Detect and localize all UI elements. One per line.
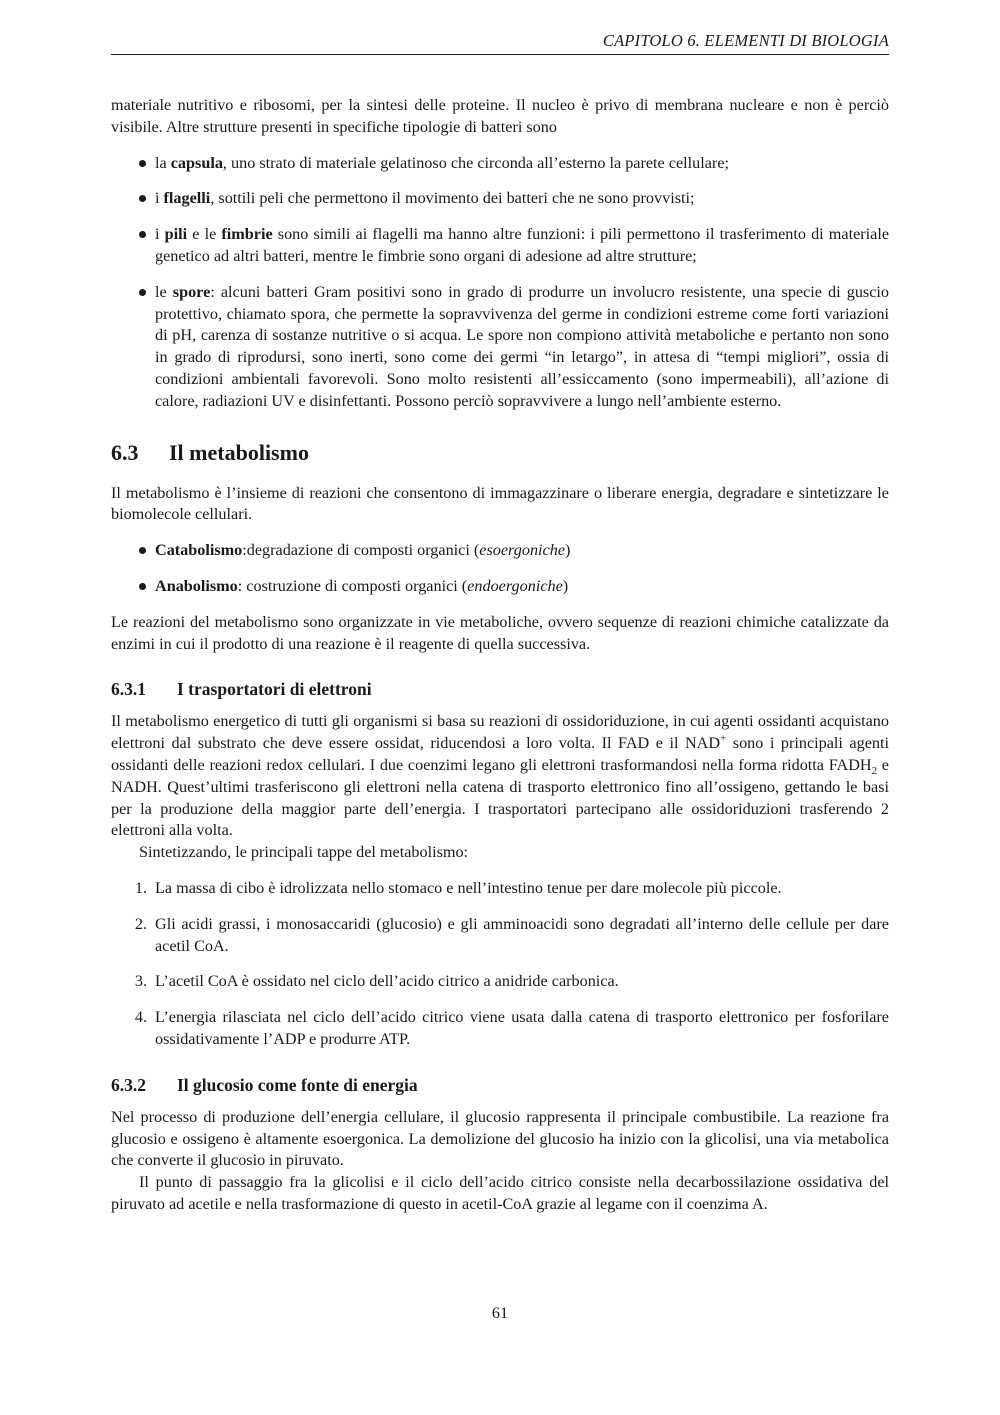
list-item (111, 282, 889, 413)
glucose-paragraph: Nel processo di produzione dell’energia cellulare, il glucosio rappresenta il principale combustibile. La reazione fra glucosio e ossigeno è altamente esoergonica. La demolizione del glucosio ha inizio con la glicolisi, una via metabolica che converte il glucosio in piruvato. (111, 1107, 889, 1170)
item-emphasis: endoergoniche (467, 576, 563, 595)
item-text: Gli acidi grassi, i monosaccaridi (glucosio) e gli amminoacidi sono degradati all’interno delle cellule per dare acetil CoA. (155, 914, 889, 955)
running-header: CAPITOLO 6. ELEMENTI DI BIOLOGIA (602, 31, 889, 50)
text-run: Il metabolismo energetico di tutti gli organismi si basa su reazioni di ossidoriduzione, in cui agenti ossidanti acquistano elettroni dal substrato che deve essere ossidat, riducendosi a loro volta. Il FAD e il NAD (111, 712, 889, 753)
item-term: Catabolismo (155, 541, 243, 560)
item-text: L’energia rilasciata nel ciclo dell’acido citrico viene usata dalla catena di trasporto elettronico per fosforilare ossidativamente l’ADP e produrre ATP. (155, 1008, 889, 1048)
bullet-icon (139, 160, 146, 167)
list-item (111, 540, 889, 562)
header-rule (111, 54, 889, 55)
item-text: :degradazione di composti organici ( (242, 541, 480, 560)
item-prefix: la (155, 153, 171, 172)
item-text: , sottili peli che permettono il movimento dei batteri che ne sono provvisti; (210, 189, 695, 208)
subsection-title: I trasportatori di elettroni (177, 679, 372, 700)
superscript: + (720, 732, 727, 745)
list-item (111, 224, 889, 268)
list-item (111, 153, 889, 175)
list-item (111, 576, 889, 598)
item-number: 2. (134, 914, 147, 933)
subsection-heading (111, 677, 889, 701)
item-text: La massa di cibo è idrolizzata nello stomaco e nell’intestino tenue per dare molecole più piccole. (155, 878, 782, 897)
list-item (111, 1007, 889, 1051)
bullet-icon (139, 547, 146, 554)
item-text: : costruzione di composti organici ( (237, 576, 468, 595)
item-prefix: le (155, 282, 173, 301)
bullet-icon (139, 231, 146, 238)
item-term: flagelli (163, 189, 211, 208)
item-close: ) (562, 576, 569, 595)
item-text: , uno strato di materiale gelatinoso che circonda all’esterno la parete cellulare; (222, 153, 730, 172)
item-connector: e le (187, 225, 222, 244)
item-close: ) (565, 541, 571, 560)
item-number: 3. (134, 972, 147, 991)
item-term: capsula (170, 153, 223, 172)
text-run: e NADH. Quest’ultimi trasferiscono gli elettroni nella catena di trasporto elettronico fino all’ossigeno, gettando le basi per la produzione della maggior parte dell’energia. I trasportatori partecipano alle ossidoriduzioni trasferendo 2 elettroni alla volta. (111, 755, 889, 840)
bacteria-structures-list (111, 153, 889, 413)
item-term-secondary: fimbrie (221, 225, 273, 244)
bullet-icon (139, 583, 146, 590)
subsection-title: Il glucosio come fonte di energia (177, 1074, 418, 1095)
decarboxylation-paragraph: Il punto di passaggio fra la glicolisi e il ciclo dell’acido citrico consiste nella decarbossilazione ossidativa del piruvato ad acetile e nella trasformazione di questo in acetil-CoA grazie al legame con il coenzima A. (111, 1173, 889, 1213)
item-emphasis: esoergoniche (479, 541, 566, 560)
metabolism-steps-list (111, 878, 889, 1051)
bullet-icon (139, 289, 146, 296)
page-body (111, 95, 889, 1216)
list-item (111, 188, 889, 210)
page-number: 61 (491, 1304, 509, 1322)
item-text: sono simili ai flagelli ma hanno altre funzioni: i pili permettono il trasferimento di materiale genetico ad altri batteri, mentre le fimbrie sono organi di adesione ad altre strutture; (155, 225, 890, 265)
section-heading (111, 439, 889, 467)
subscript: 2 (871, 765, 878, 778)
item-prefix: i (155, 225, 165, 244)
item-text: : alcuni batteri Gram positivi sono in grado di produrre un involucro resistente, una specie di guscio protettivo, chiamato spora, che permette la sopravvivenza del germe in condizioni estreme come forti variazioni di pH, carenza di sostanze nutritive o si acqua. Le spore non compiono attività metaboliche e pertanto non sono in grado di riprodursi, sono inerti, sono come dei germi “in letargo”, in attesa di “tempi migliori”, ossia di condizioni ambientali favorevoli. Sono molto resistenti all’essiccamento (sono impermeabili), all’azione di calore, radiazioni UV e disinfettanti. Possono perciò sopravvivere a lungo nell’ambiente esterno. (155, 282, 889, 410)
subsection-heading (111, 1073, 889, 1097)
electron-carriers-paragraph (111, 711, 889, 842)
item-number: 4. (134, 1008, 147, 1027)
list-item (111, 878, 889, 900)
intro-paragraph: materiale nutritivo e ribosomi, per la sintesi delle proteine. Il nucleo è privo di membrana nucleare e non è perciò visibile. Altre strutture presenti in specifiche tipologie di batteri sono (111, 96, 889, 136)
item-term: pili (164, 225, 188, 244)
text-run: sono i principali agenti ossidanti delle reazioni redox cellulari. I due coenzimi legano gli elettroni trasformandosi nella forma ridotta FADH (111, 734, 889, 774)
item-text: L’acetil CoA è ossidato nel ciclo dell’acido citrico a anidride carbonica. (155, 972, 619, 991)
section-title: Il metabolismo (169, 439, 309, 465)
metabolism-types-list (111, 540, 889, 598)
summary-intro-paragraph: Sintetizzando, le principali tappe del metabolismo: (139, 843, 469, 862)
bullet-icon (139, 195, 146, 202)
item-term: spore (172, 282, 211, 301)
item-number: 1. (134, 878, 147, 897)
list-item (111, 914, 889, 958)
section-number: 6.3 (111, 439, 139, 465)
item-prefix: i (155, 189, 164, 208)
subsection-number: 6.3.1 (111, 679, 146, 700)
item-term: Anabolismo (155, 576, 238, 595)
pathways-paragraph: Le reazioni del metabolismo sono organizzate in vie metaboliche, ovvero sequenze di reazioni chimiche catalizzate da enzimi in cui il prodotto di una reazione è il reagente di quella successiva. (111, 612, 889, 653)
section-intro-paragraph: Il metabolismo è l’insieme di reazioni che consentono di immagazzinare o liberare energia, degradare e sintetizzare le biomolecole cellulari. (111, 483, 889, 524)
list-item (111, 971, 889, 993)
subsection-number: 6.3.2 (111, 1074, 146, 1095)
